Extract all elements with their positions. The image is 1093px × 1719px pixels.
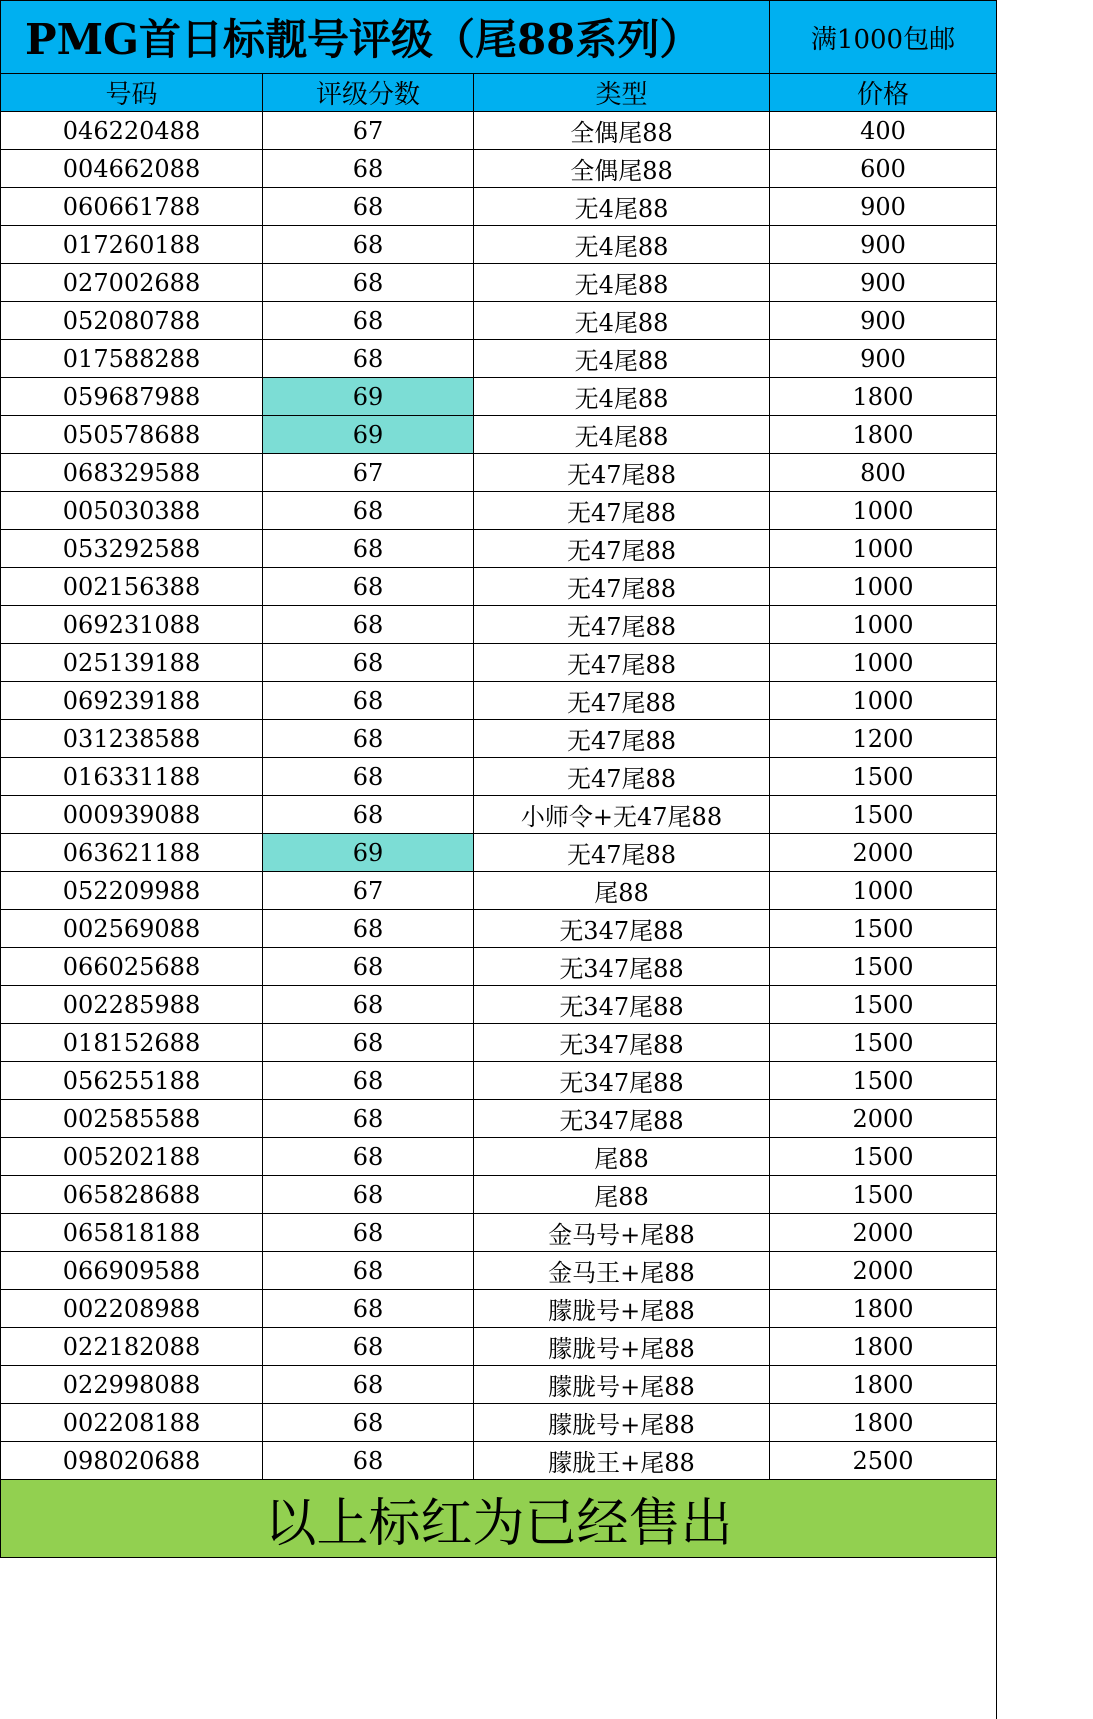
grade-score-cell: 68 bbox=[263, 492, 474, 530]
number-type-cell: 无347尾88 bbox=[474, 910, 770, 948]
price-cell: 1000 bbox=[770, 492, 997, 530]
footer-row bbox=[1, 1480, 997, 1558]
number-type-cell: 无47尾88 bbox=[474, 492, 770, 530]
phone-number-cell: 017260188 bbox=[1, 226, 263, 264]
grade-score-cell: 67 bbox=[263, 872, 474, 910]
number-type-cell: 朦胧号+尾88 bbox=[474, 1290, 770, 1328]
table-row bbox=[1, 1062, 997, 1100]
grade-score-cell: 68 bbox=[263, 606, 474, 644]
number-type-cell: 无347尾88 bbox=[474, 1100, 770, 1138]
number-type-cell: 尾88 bbox=[474, 1138, 770, 1176]
grade-score-cell: 68 bbox=[263, 796, 474, 834]
price-cell: 2000 bbox=[770, 1252, 997, 1290]
price-cell: 1800 bbox=[770, 1404, 997, 1442]
price-cell: 900 bbox=[770, 340, 997, 378]
number-type-cell: 无47尾88 bbox=[474, 530, 770, 568]
number-type-cell: 无47尾88 bbox=[474, 644, 770, 682]
price-cell: 1000 bbox=[770, 568, 997, 606]
table-row bbox=[1, 796, 997, 834]
number-type-cell: 无4尾88 bbox=[474, 188, 770, 226]
table-row bbox=[1, 1366, 997, 1404]
phone-number-cell: 031238588 bbox=[1, 720, 263, 758]
number-type-cell: 无4尾88 bbox=[474, 264, 770, 302]
table-row bbox=[1, 758, 997, 796]
table-row bbox=[1, 188, 997, 226]
table-row bbox=[1, 682, 997, 720]
table-row bbox=[1, 492, 997, 530]
grade-score-cell: 68 bbox=[263, 1252, 474, 1290]
phone-number-cell: 002208188 bbox=[1, 1404, 263, 1442]
title-row bbox=[1, 1, 997, 74]
phone-number-cell: 065828688 bbox=[1, 1176, 263, 1214]
grade-score-cell: 68 bbox=[263, 1138, 474, 1176]
phone-number-cell: 066909588 bbox=[1, 1252, 263, 1290]
number-type-cell: 全偶尾88 bbox=[474, 150, 770, 188]
grade-score-cell: 68 bbox=[263, 948, 474, 986]
price-cell: 1500 bbox=[770, 948, 997, 986]
price-cell: 1800 bbox=[770, 416, 997, 454]
column-header-number: 号码 bbox=[1, 74, 263, 112]
number-type-cell: 无347尾88 bbox=[474, 1024, 770, 1062]
table-row bbox=[1, 112, 997, 150]
number-type-cell: 金马王+尾88 bbox=[474, 1252, 770, 1290]
table-row bbox=[1, 378, 997, 416]
table-row bbox=[1, 568, 997, 606]
number-type-cell: 无4尾88 bbox=[474, 226, 770, 264]
grade-score-cell: 68 bbox=[263, 1442, 474, 1480]
number-type-cell: 无47尾88 bbox=[474, 720, 770, 758]
sheet-title: PMG首日标靓号评级（尾88系列） bbox=[1, 1, 770, 74]
grade-score-cell: 68 bbox=[263, 986, 474, 1024]
phone-number-cell: 005030388 bbox=[1, 492, 263, 530]
price-cell: 1800 bbox=[770, 1366, 997, 1404]
phone-number-cell: 002285988 bbox=[1, 986, 263, 1024]
number-type-cell: 无4尾88 bbox=[474, 302, 770, 340]
number-type-cell: 无47尾88 bbox=[474, 568, 770, 606]
number-type-cell: 无4尾88 bbox=[474, 378, 770, 416]
price-cell: 800 bbox=[770, 454, 997, 492]
price-cell: 1200 bbox=[770, 720, 997, 758]
grade-score-cell: 68 bbox=[263, 1024, 474, 1062]
phone-number-cell: 069231088 bbox=[1, 606, 263, 644]
table-row bbox=[1, 1328, 997, 1366]
table-row bbox=[1, 1100, 997, 1138]
number-type-cell: 无47尾88 bbox=[474, 758, 770, 796]
number-type-cell: 尾88 bbox=[474, 872, 770, 910]
table-row bbox=[1, 1290, 997, 1328]
table-row bbox=[1, 1214, 997, 1252]
price-cell: 1000 bbox=[770, 872, 997, 910]
price-cell: 900 bbox=[770, 188, 997, 226]
number-type-cell: 全偶尾88 bbox=[474, 112, 770, 150]
sheet-right-border bbox=[996, 0, 997, 1719]
table-row bbox=[1, 1138, 997, 1176]
price-cell: 900 bbox=[770, 226, 997, 264]
number-type-cell: 朦胧号+尾88 bbox=[474, 1328, 770, 1366]
phone-number-cell: 069239188 bbox=[1, 682, 263, 720]
phone-number-cell: 046220488 bbox=[1, 112, 263, 150]
sold-note: 以上标红为已经售出 bbox=[1, 1480, 997, 1558]
price-cell: 1000 bbox=[770, 530, 997, 568]
grade-score-cell: 67 bbox=[263, 112, 474, 150]
table-row bbox=[1, 1252, 997, 1290]
table-row bbox=[1, 986, 997, 1024]
grade-score-cell: 69 bbox=[263, 378, 474, 416]
table-row bbox=[1, 1176, 997, 1214]
table-row bbox=[1, 340, 997, 378]
price-cell: 1800 bbox=[770, 1290, 997, 1328]
phone-number-cell: 059687988 bbox=[1, 378, 263, 416]
table-row bbox=[1, 1442, 997, 1480]
grade-score-cell: 68 bbox=[263, 568, 474, 606]
grade-score-cell: 68 bbox=[263, 530, 474, 568]
phone-number-cell: 002585588 bbox=[1, 1100, 263, 1138]
table-row bbox=[1, 264, 997, 302]
table-row bbox=[1, 720, 997, 758]
column-header-type: 类型 bbox=[474, 74, 770, 112]
phone-number-cell: 060661788 bbox=[1, 188, 263, 226]
column-header-row bbox=[1, 74, 997, 112]
phone-number-cell: 004662088 bbox=[1, 150, 263, 188]
number-type-cell: 无347尾88 bbox=[474, 948, 770, 986]
column-header-score: 评级分数 bbox=[263, 74, 474, 112]
number-type-cell: 朦胧号+尾88 bbox=[474, 1366, 770, 1404]
grade-score-cell: 68 bbox=[263, 150, 474, 188]
price-cell: 2000 bbox=[770, 1100, 997, 1138]
table-row bbox=[1, 226, 997, 264]
number-type-cell: 朦胧王+尾88 bbox=[474, 1442, 770, 1480]
table-row bbox=[1, 910, 997, 948]
grade-score-cell: 68 bbox=[263, 1176, 474, 1214]
table-row bbox=[1, 834, 997, 872]
column-header-price: 价格 bbox=[770, 74, 997, 112]
price-cell: 900 bbox=[770, 302, 997, 340]
grade-score-cell: 68 bbox=[263, 1062, 474, 1100]
phone-number-cell: 050578688 bbox=[1, 416, 263, 454]
price-cell: 1800 bbox=[770, 1328, 997, 1366]
grade-score-cell: 68 bbox=[263, 302, 474, 340]
table-row bbox=[1, 872, 997, 910]
number-type-cell: 朦胧号+尾88 bbox=[474, 1404, 770, 1442]
price-cell: 1500 bbox=[770, 1176, 997, 1214]
number-type-cell: 小师令+无47尾88 bbox=[474, 796, 770, 834]
grade-score-cell: 68 bbox=[263, 188, 474, 226]
price-cell: 1500 bbox=[770, 1138, 997, 1176]
shipping-note: 满1000包邮 bbox=[770, 1, 997, 74]
price-cell: 1500 bbox=[770, 796, 997, 834]
grade-score-cell: 68 bbox=[263, 1404, 474, 1442]
price-cell: 600 bbox=[770, 150, 997, 188]
phone-number-cell: 005202188 bbox=[1, 1138, 263, 1176]
phone-number-cell: 068329588 bbox=[1, 454, 263, 492]
price-cell: 1000 bbox=[770, 682, 997, 720]
number-type-cell: 无4尾88 bbox=[474, 340, 770, 378]
phone-number-cell: 018152688 bbox=[1, 1024, 263, 1062]
price-cell: 2500 bbox=[770, 1442, 997, 1480]
price-cell: 1500 bbox=[770, 758, 997, 796]
table-row bbox=[1, 606, 997, 644]
grade-score-cell: 68 bbox=[263, 1328, 474, 1366]
price-cell: 1000 bbox=[770, 644, 997, 682]
number-type-cell: 金马号+尾88 bbox=[474, 1214, 770, 1252]
number-type-cell: 无47尾88 bbox=[474, 682, 770, 720]
grade-score-cell: 67 bbox=[263, 454, 474, 492]
price-cell: 1800 bbox=[770, 378, 997, 416]
phone-number-cell: 022182088 bbox=[1, 1328, 263, 1366]
grade-score-cell: 68 bbox=[263, 1366, 474, 1404]
phone-number-cell: 065818188 bbox=[1, 1214, 263, 1252]
grade-score-cell: 68 bbox=[263, 226, 474, 264]
price-cell: 1000 bbox=[770, 606, 997, 644]
phone-number-cell: 002569088 bbox=[1, 910, 263, 948]
number-type-cell: 无4尾88 bbox=[474, 416, 770, 454]
phone-number-cell: 016331188 bbox=[1, 758, 263, 796]
grade-score-cell: 68 bbox=[263, 1100, 474, 1138]
phone-number-cell: 053292588 bbox=[1, 530, 263, 568]
phone-number-cell: 052080788 bbox=[1, 302, 263, 340]
number-type-cell: 尾88 bbox=[474, 1176, 770, 1214]
phone-number-cell: 025139188 bbox=[1, 644, 263, 682]
grade-score-cell: 68 bbox=[263, 758, 474, 796]
table-row bbox=[1, 416, 997, 454]
grade-score-cell: 68 bbox=[263, 682, 474, 720]
phone-number-cell: 000939088 bbox=[1, 796, 263, 834]
price-cell: 2000 bbox=[770, 1214, 997, 1252]
price-cell: 1500 bbox=[770, 1024, 997, 1062]
phone-number-cell: 022998088 bbox=[1, 1366, 263, 1404]
phone-number-cell: 002208988 bbox=[1, 1290, 263, 1328]
grade-score-cell: 68 bbox=[263, 644, 474, 682]
phone-number-cell: 098020688 bbox=[1, 1442, 263, 1480]
table-row bbox=[1, 1024, 997, 1062]
number-type-cell: 无347尾88 bbox=[474, 1062, 770, 1100]
phone-number-cell: 052209988 bbox=[1, 872, 263, 910]
table-row bbox=[1, 1404, 997, 1442]
table-row bbox=[1, 948, 997, 986]
grade-score-cell: 68 bbox=[263, 720, 474, 758]
grade-score-cell: 69 bbox=[263, 416, 474, 454]
phone-number-cell: 066025688 bbox=[1, 948, 263, 986]
grade-score-cell: 68 bbox=[263, 264, 474, 302]
grade-score-cell: 68 bbox=[263, 910, 474, 948]
number-type-cell: 无47尾88 bbox=[474, 834, 770, 872]
price-cell: 900 bbox=[770, 264, 997, 302]
phone-number-cell: 063621188 bbox=[1, 834, 263, 872]
phone-number-cell: 002156388 bbox=[1, 568, 263, 606]
table-row bbox=[1, 454, 997, 492]
phone-number-cell: 027002688 bbox=[1, 264, 263, 302]
table-row bbox=[1, 302, 997, 340]
price-cell: 1500 bbox=[770, 1062, 997, 1100]
grade-score-cell: 68 bbox=[263, 340, 474, 378]
price-cell: 1500 bbox=[770, 986, 997, 1024]
phone-number-cell: 056255188 bbox=[1, 1062, 263, 1100]
number-type-cell: 无47尾88 bbox=[474, 606, 770, 644]
phone-number-cell: 017588288 bbox=[1, 340, 263, 378]
price-cell: 400 bbox=[770, 112, 997, 150]
number-type-cell: 无347尾88 bbox=[474, 986, 770, 1024]
price-cell: 1500 bbox=[770, 910, 997, 948]
table-row bbox=[1, 530, 997, 568]
grade-score-cell: 68 bbox=[263, 1214, 474, 1252]
number-type-cell: 无47尾88 bbox=[474, 454, 770, 492]
table-row bbox=[1, 644, 997, 682]
grade-score-cell: 68 bbox=[263, 1290, 474, 1328]
grade-score-cell: 69 bbox=[263, 834, 474, 872]
price-cell: 2000 bbox=[770, 834, 997, 872]
table-row bbox=[1, 150, 997, 188]
